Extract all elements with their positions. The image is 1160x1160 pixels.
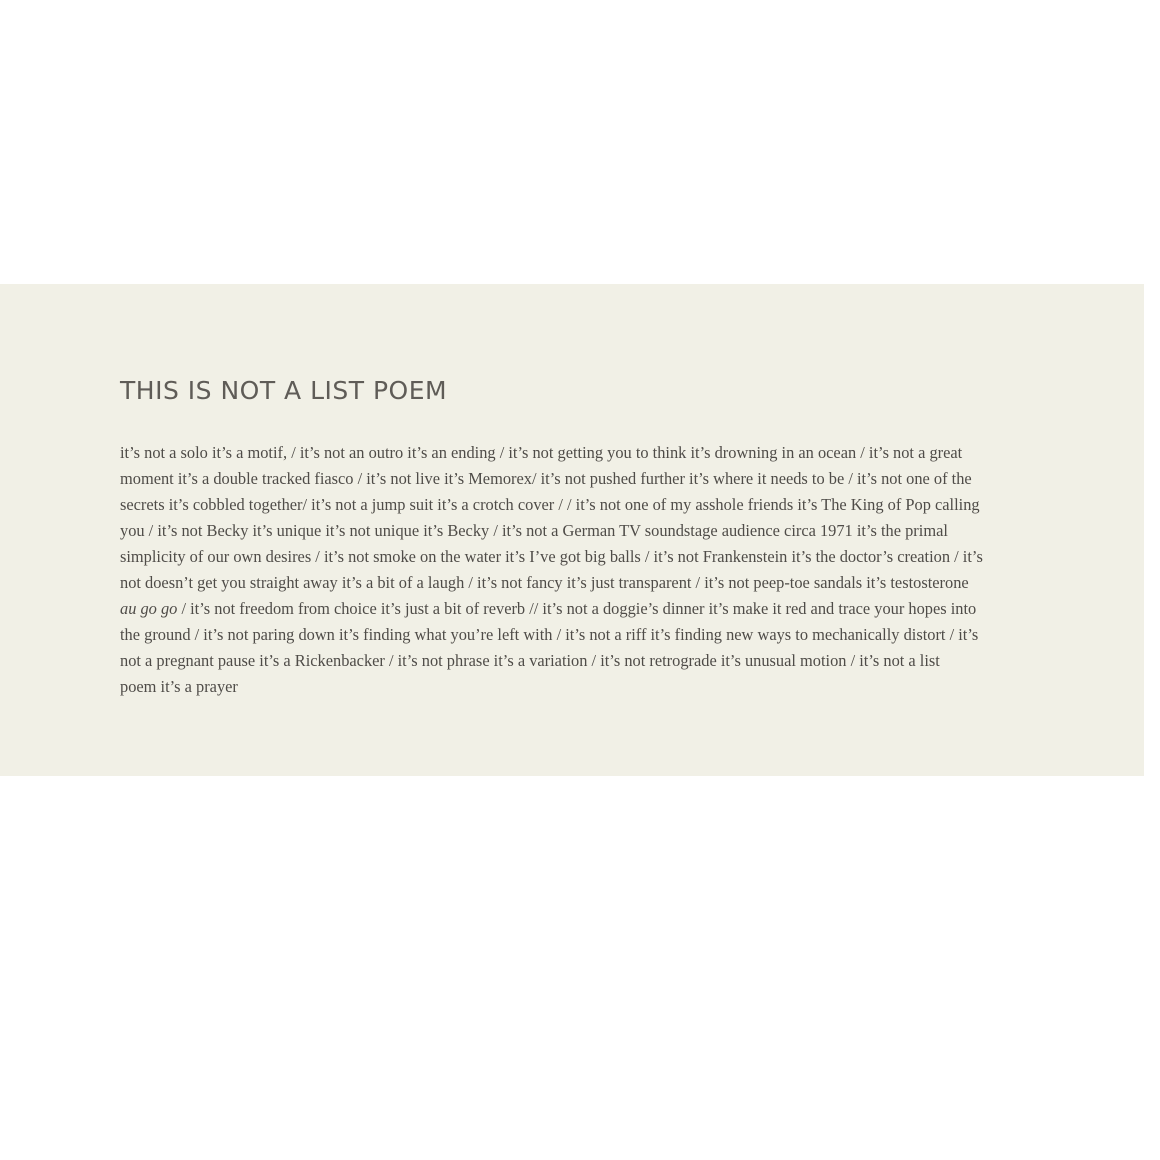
poem-line: poem it’s a prayer xyxy=(120,677,238,696)
poem-line: it’s not a solo it’s a motif, / it’s not an outro it’s an ending / it’s not getting you to think it’s drowning in an ocean / it’s not a great xyxy=(120,443,963,462)
poem-line: not a pregnant pause it’s a Rickenbacker / it’s not phrase it’s a variation / it’s not retrograde it’s unusual motion / it’s not a list xyxy=(120,651,940,670)
poem-line: moment it’s a double tracked fiasco / it’s not live it’s Memorex/ it’s not pushed further it’s where it needs to be / it’s not one of the xyxy=(120,469,972,488)
poem-body xyxy=(120,440,983,700)
poem-panel xyxy=(0,284,1144,776)
poem-line: secrets it’s cobbled together/ it’s not a jump suit it’s a crotch cover / / it’s not one of my asshole friends it’s The King of Pop calling xyxy=(120,495,980,514)
poem-line: you / it’s not Becky it’s unique it’s not unique it’s Becky / it’s not a German TV soundstage audience circa 1971 it’s the primal xyxy=(120,521,948,540)
poem-line-text: / it’s not freedom from choice it’s just a bit of reverb // it’s not a doggie’s dinner it’s make it red and trace your hopes into xyxy=(177,599,977,618)
poem-line: not doesn’t get you straight away it’s a bit of a laugh / it’s not fancy it’s just transparent / it’s not peep-toe sandals it’s testosterone xyxy=(120,573,969,592)
poem-line xyxy=(120,596,977,622)
poem-title: THIS IS NOT A LIST POEM xyxy=(120,376,448,405)
poem-line: the ground / it’s not paring down it’s finding what you’re left with / it’s not a riff it’s finding new ways to mechanically distort / it’s xyxy=(120,625,979,644)
italic-phrase: au go go xyxy=(120,599,178,618)
poem-line: simplicity of our own desires / it’s not smoke on the water it’s I’ve got big balls / it’s not Frankenstein it’s the doctor’s creation / it’s xyxy=(120,547,983,566)
